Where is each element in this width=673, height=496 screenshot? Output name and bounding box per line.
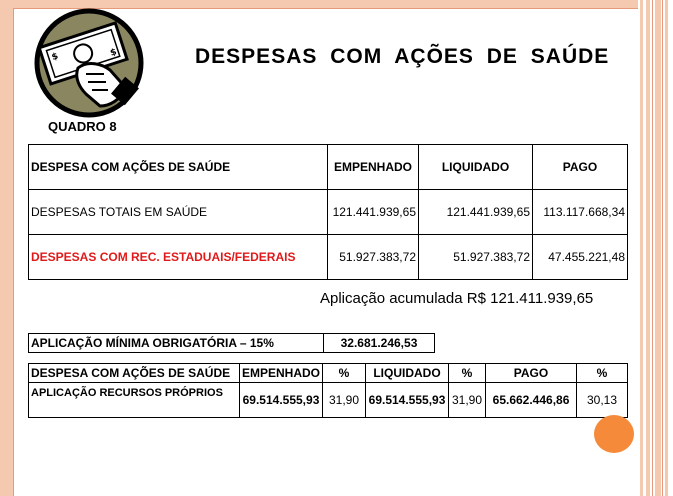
table-cell: 51.927.383,72 <box>419 235 533 280</box>
orange-circle-decoration <box>594 415 634 453</box>
table-row <box>29 190 628 235</box>
minimum-application-table <box>28 333 435 353</box>
table-row <box>29 334 435 353</box>
slide-frame-right <box>638 0 673 496</box>
table-cell: APLICAÇÃO RECURSOS PRÓPRIOS <box>29 383 240 418</box>
table-header: EMPENHADO <box>328 145 419 190</box>
own-resources-table <box>28 363 628 418</box>
table-cell: 113.117.668,34 <box>533 190 628 235</box>
table-header: PAGO <box>486 364 577 383</box>
aplicacao-acumulada-text: Aplicação acumulada R$ 121.411.939,65 <box>320 290 594 307</box>
page-title: DESPESAS COM AÇÕES DE SAÚDE <box>195 45 610 68</box>
svg-text:$: $ <box>50 51 60 64</box>
table-header: % <box>577 364 628 383</box>
table-cell: 30,13 <box>577 383 628 418</box>
slide-frame-top <box>0 0 673 8</box>
table-cell: 121.441.939,65 <box>419 190 533 235</box>
main-expenses-table <box>28 144 628 280</box>
table-header: % <box>323 364 366 383</box>
table-cell: 65.662.446,86 <box>486 383 577 418</box>
table-cell: 31,90 <box>449 383 486 418</box>
table-header-row <box>29 364 628 383</box>
table-cell: 69.514.555,93 <box>240 383 323 418</box>
table-cell: 47.455.221,48 <box>533 235 628 280</box>
table-header: LIQUIDADO <box>419 145 533 190</box>
table-cell: DESPESAS COM REC. ESTADUAIS/FEDERAIS <box>29 235 328 280</box>
slide-frame-left <box>0 0 13 496</box>
table-cell: 69.514.555,93 <box>366 383 449 418</box>
table-header: EMPENHADO <box>240 364 323 383</box>
table-header-row <box>29 145 628 190</box>
table-row <box>29 383 628 418</box>
minimum-label: APLICAÇÃO MÍNIMA OBRIGATÓRIA – 15% <box>29 334 324 353</box>
minimum-value: 32.681.246,53 <box>324 334 435 353</box>
svg-text:$: $ <box>109 47 119 59</box>
table-cell: 121.441.939,65 <box>328 190 419 235</box>
table-header: LIQUIDADO <box>366 364 449 383</box>
table-cell: DESPESAS TOTAIS EM SAÚDE <box>29 190 328 235</box>
table-header: DESPESA COM AÇÕES DE SAÚDE <box>29 145 328 190</box>
table-header: DESPESA COM AÇÕES DE SAÚDE <box>29 364 240 383</box>
table-cell: 51.927.383,72 <box>328 235 419 280</box>
hand-holding-money-icon <box>30 8 148 118</box>
table-row <box>29 235 628 280</box>
table-cell: 31,90 <box>323 383 366 418</box>
quadro-label: QUADRO 8 <box>48 119 117 134</box>
table-header: PAGO <box>533 145 628 190</box>
table-header: % <box>449 364 486 383</box>
